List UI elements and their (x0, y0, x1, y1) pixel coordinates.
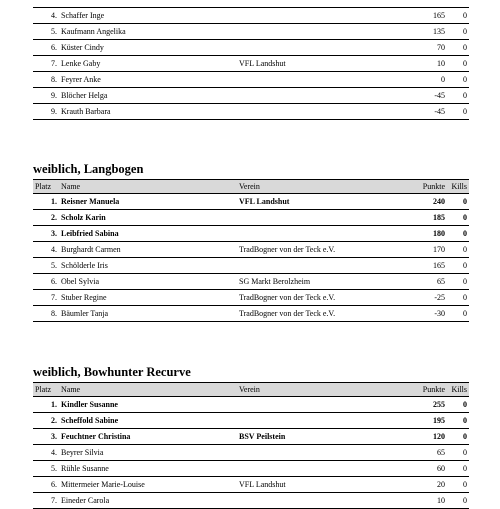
platz-cell: 9. (51, 91, 57, 100)
kills-cell: 0 (463, 293, 467, 302)
verein-cell (239, 8, 399, 24)
name-cell: Rühle Susanne (61, 464, 109, 473)
verein-cell (239, 397, 399, 413)
punkte-cell: 180 (433, 229, 445, 238)
kills-cell: 0 (463, 197, 467, 206)
kills-cell: 0 (463, 448, 467, 457)
name-cell: Scholz Karin (61, 213, 106, 222)
kills-cell: 0 (463, 400, 467, 409)
column-header-name: Name (61, 180, 239, 194)
name-cell: Kaufmann Angelika (61, 27, 126, 36)
platz-cell: 7. (51, 59, 57, 68)
name-cell: Stuber Regine (61, 293, 107, 302)
punkte-cell: 185 (433, 213, 445, 222)
punkte-cell: -45 (434, 107, 445, 116)
punkte-cell: 60 (437, 464, 445, 473)
table-row (33, 8, 469, 24)
punkte-cell: 120 (433, 432, 445, 441)
punkte-cell: 135 (433, 27, 445, 36)
platz-cell: 2. (51, 416, 57, 425)
platz-cell: 1. (51, 400, 57, 409)
kills-cell: 0 (463, 261, 467, 270)
table-row (33, 397, 469, 413)
table-row (33, 445, 469, 461)
verein-cell: BSV Peilstein (239, 432, 286, 441)
column-header-punkte: Punkte (399, 180, 445, 194)
name-cell: Reisner Manuela (61, 197, 120, 206)
platz-cell: 8. (51, 309, 57, 318)
punkte-cell: 255 (433, 400, 445, 409)
column-header-kills: Kills (445, 180, 469, 194)
name-cell: Beyrer Silvia (61, 448, 104, 457)
punkte-cell: 0 (441, 75, 445, 84)
platz-cell: 6. (51, 277, 57, 286)
platz-cell: 4. (51, 448, 57, 457)
kills-cell (445, 0, 469, 8)
platz-cell: 5. (51, 27, 57, 36)
punkte-cell: 70 (437, 43, 445, 52)
platz-cell: 7. (51, 293, 57, 302)
verein-cell: VFL Landshut (239, 480, 286, 489)
verein-cell (239, 210, 399, 226)
punkte-cell: 240 (433, 197, 445, 206)
platz-cell: 1. (51, 197, 57, 206)
name-cell: Küster Cindy (61, 43, 104, 52)
kills-cell: 0 (463, 75, 467, 84)
verein-cell (239, 461, 399, 477)
column-header-punkte: Punkte (399, 383, 445, 397)
punkte-cell: 65 (437, 277, 445, 286)
table-row (33, 56, 469, 72)
table-row (33, 104, 469, 120)
platz-cell: 5. (51, 261, 57, 270)
kills-cell: 0 (463, 229, 467, 238)
results-table (33, 179, 469, 322)
punkte-cell: 170 (433, 245, 445, 254)
table-row (33, 226, 469, 242)
name-cell: Burghardt Carmen (61, 245, 121, 254)
kills-cell: 0 (463, 43, 467, 52)
section-weiblich-bowhunter-recurve (33, 365, 469, 509)
kills-cell: 0 (463, 480, 467, 489)
punkte-cell: 10 (437, 59, 445, 68)
table-row (33, 477, 469, 493)
kills-cell: 0 (463, 27, 467, 36)
platz-cell: 7. (51, 496, 57, 505)
results-table (33, 0, 469, 120)
table-row (33, 242, 469, 258)
platz-cell: 2. (51, 213, 57, 222)
platz-cell: 5. (51, 464, 57, 473)
table-row (33, 493, 469, 509)
table-row (33, 210, 469, 226)
name-cell: Feyrer Anke (61, 75, 101, 84)
table-row (33, 258, 469, 274)
table-row (33, 290, 469, 306)
name-cell: Feuchtner Christina (61, 432, 131, 441)
verein-cell: TradBogner von der Teck e.V. (239, 293, 336, 302)
column-header-verein: Verein (239, 180, 399, 194)
table-row (33, 24, 469, 40)
name-cell: Bäumler Tanja (61, 309, 109, 318)
table-row (33, 194, 469, 210)
verein-cell (239, 413, 399, 429)
verein-cell (239, 0, 399, 8)
verein-cell (239, 104, 399, 120)
table-row (33, 461, 469, 477)
table-row (33, 72, 469, 88)
column-header-platz: Platz (33, 180, 61, 194)
name-cell: Mittermeier Marie-Louise (61, 480, 145, 489)
section-weiblich-langbogen (33, 162, 469, 322)
platz-cell: 6. (51, 480, 57, 489)
verein-cell (239, 24, 399, 40)
name-cell: Lenke Gaby (61, 59, 101, 68)
kills-cell: 0 (463, 277, 467, 286)
verein-cell (239, 493, 399, 509)
name-cell (61, 0, 239, 8)
kills-cell: 0 (463, 432, 467, 441)
platz-cell: 9. (51, 107, 57, 116)
platz-cell: 6. (51, 43, 57, 52)
platz-cell: 4. (51, 245, 57, 254)
punkte-cell: 165 (433, 261, 445, 270)
kills-cell: 0 (463, 213, 467, 222)
kills-cell: 0 (463, 59, 467, 68)
table-row (33, 40, 469, 56)
verein-cell (239, 445, 399, 461)
kills-cell: 0 (463, 245, 467, 254)
column-header-platz: Platz (33, 383, 61, 397)
punkte-cell: 195 (433, 416, 445, 425)
platz-cell: 8. (51, 75, 57, 84)
name-cell: Krauth Barbara (61, 107, 111, 116)
verein-cell (239, 226, 399, 242)
table-row (33, 413, 469, 429)
platz-cell: 3. (51, 432, 57, 441)
results-table (33, 382, 469, 509)
name-cell: Leibfried Sabina (61, 229, 119, 238)
verein-cell: VFL Landshut (239, 59, 286, 68)
punkte-cell: 20 (437, 480, 445, 489)
verein-cell: TradBogner von der Teck e.V. (239, 309, 336, 318)
platz-cell (33, 0, 61, 8)
table-row (33, 429, 469, 445)
kills-cell: 0 (463, 107, 467, 116)
column-header-verein: Verein (239, 383, 399, 397)
punkte-cell (399, 0, 445, 8)
punkte-cell: -45 (434, 91, 445, 100)
table-header-row (33, 383, 469, 397)
verein-cell (239, 88, 399, 104)
previous-class-table-continuation (33, 0, 469, 120)
kills-cell: 0 (463, 416, 467, 425)
verein-cell: VFL Landshut (239, 197, 290, 206)
name-cell: Kindler Susanne (61, 400, 118, 409)
kills-cell: 0 (463, 464, 467, 473)
name-cell: Blöcher Helga (61, 91, 108, 100)
table-row (33, 274, 469, 290)
column-header-name: Name (61, 383, 239, 397)
name-cell: Scheffold Sabine (61, 416, 119, 425)
verein-cell: TradBogner von der Teck e.V. (239, 245, 336, 254)
punkte-cell: 10 (437, 496, 445, 505)
punkte-cell: -25 (434, 293, 445, 302)
verein-cell (239, 258, 399, 274)
table-row-cut (33, 0, 469, 8)
verein-cell (239, 72, 399, 88)
name-cell: Eineder Carola (61, 496, 110, 505)
platz-cell: 4. (51, 11, 57, 20)
punkte-cell: -30 (434, 309, 445, 318)
name-cell: Obel Sylvia (61, 277, 99, 286)
verein-cell (239, 40, 399, 56)
section-title: weiblich, Langbogen (33, 162, 144, 176)
name-cell: Schaffer Inge (61, 11, 105, 20)
column-header-kills: Kills (445, 383, 469, 397)
punkte-cell: 65 (437, 448, 445, 457)
name-cell: Schölderle Iris (61, 261, 108, 270)
punkte-cell: 165 (433, 11, 445, 20)
section-title: weiblich, Bowhunter Recurve (33, 365, 191, 379)
verein-cell: SG Markt Berolzheim (239, 277, 311, 286)
table-row (33, 88, 469, 104)
table-header-row (33, 180, 469, 194)
kills-cell: 0 (463, 11, 467, 20)
kills-cell: 0 (463, 309, 467, 318)
kills-cell: 0 (463, 91, 467, 100)
table-row (33, 306, 469, 322)
kills-cell: 0 (463, 496, 467, 505)
platz-cell: 3. (51, 229, 57, 238)
